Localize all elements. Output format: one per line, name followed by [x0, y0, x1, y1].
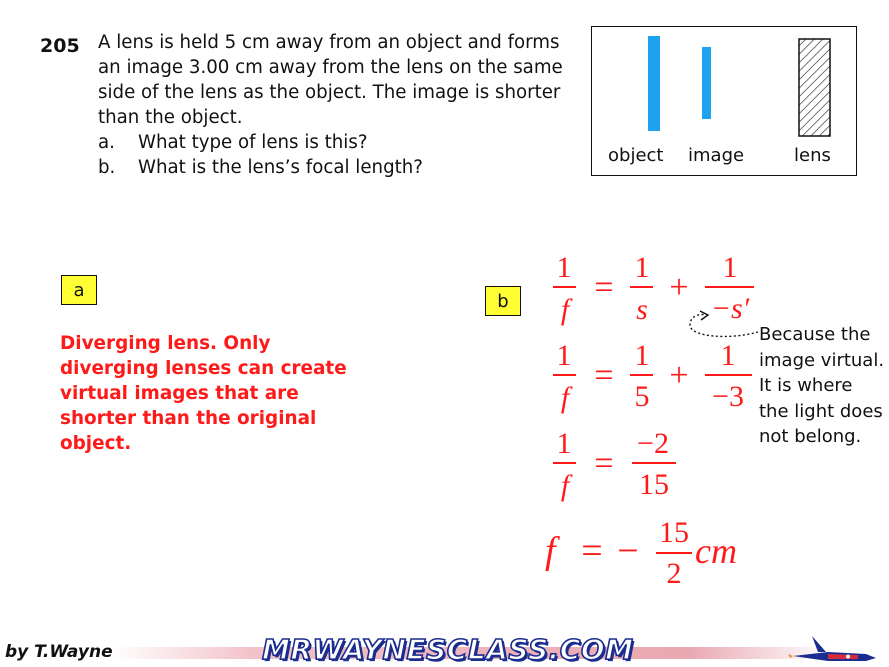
eq1-num-left: 1: [556, 251, 572, 284]
eq1-den-neg-s-prime: −s′: [710, 292, 750, 325]
lens-hatched-rect: [798, 38, 832, 138]
eq3-num-left: 1: [556, 427, 572, 460]
eq4-unit: cm: [695, 531, 737, 571]
eq4-num-fifteen: 15: [659, 516, 689, 549]
eq2-plus: +: [669, 357, 689, 394]
eq4-minus: −: [617, 530, 639, 572]
object-label: object: [608, 145, 664, 166]
note-line: image virtual.: [759, 349, 885, 371]
lens-label: lens: [794, 145, 831, 166]
eq3-den-f: f: [560, 469, 570, 502]
problem-line: an image 3.00 cm away from the lens on the same: [98, 57, 563, 78]
problem-text: [98, 30, 578, 180]
answer-a-text: Diverging lens. Only diverging lenses can create virtual images that are shorter than the original object.: [60, 333, 347, 454]
author-byline: by T.Wayne: [5, 642, 113, 662]
lens-diagram: [591, 26, 857, 176]
part-label: b.: [98, 157, 116, 178]
note-line: not belong.: [759, 426, 862, 447]
problem-line: A lens is held 5 cm away from an object and forms: [98, 32, 560, 53]
eq4-f: f: [545, 530, 556, 572]
eq2-num-right: 1: [720, 339, 736, 372]
eq2-equals: =: [594, 357, 614, 394]
image-bar: [702, 47, 711, 119]
answer-a-tag: a: [61, 275, 97, 305]
part-text: What is the lens’s focal length?: [138, 157, 423, 178]
virtual-image-note: [759, 322, 889, 450]
problem-line: than the object.: [98, 107, 243, 128]
problem-line: side of the lens as the object. The image is shorter: [98, 82, 561, 103]
eq1-den-f: f: [560, 293, 570, 326]
eq4-den-two: 2: [666, 557, 682, 590]
eq1-equals: =: [594, 269, 614, 306]
eq3-num-neg-two: −2: [637, 427, 669, 460]
answer-b-tag: b: [485, 286, 521, 316]
part-text: What type of lens is this?: [138, 132, 368, 153]
part-label: a.: [98, 132, 115, 153]
eq2-num-mid: 1: [634, 339, 650, 372]
eq1-plus: +: [669, 269, 689, 306]
problem-number: 205: [40, 35, 80, 57]
brand-logo-text: MRWAYNESCLASS.COM: [262, 633, 634, 666]
object-bar: [648, 36, 660, 131]
eq3-den-fifteen: 15: [639, 468, 669, 501]
question-part-a: [98, 130, 578, 155]
eq1-den-s: s: [636, 293, 648, 326]
note-line: It is where: [759, 375, 853, 396]
eq2-den-f: f: [560, 381, 570, 414]
eq2-num-left: 1: [556, 339, 572, 372]
equation-block: [540, 245, 760, 590]
rocket-icon: [788, 630, 878, 666]
note-line: Because the: [759, 324, 871, 345]
question-part-b: [98, 155, 578, 180]
eq1-num-mid: 1: [634, 251, 650, 284]
note-line: the light does: [759, 400, 883, 422]
image-label: image: [688, 145, 745, 166]
eq4-equals: =: [581, 530, 603, 572]
eq2-den-neg-three: −3: [712, 380, 744, 413]
eq3-equals: =: [594, 445, 614, 482]
eq1-num-right: 1: [722, 251, 738, 284]
eq2-den-five: 5: [634, 380, 650, 413]
